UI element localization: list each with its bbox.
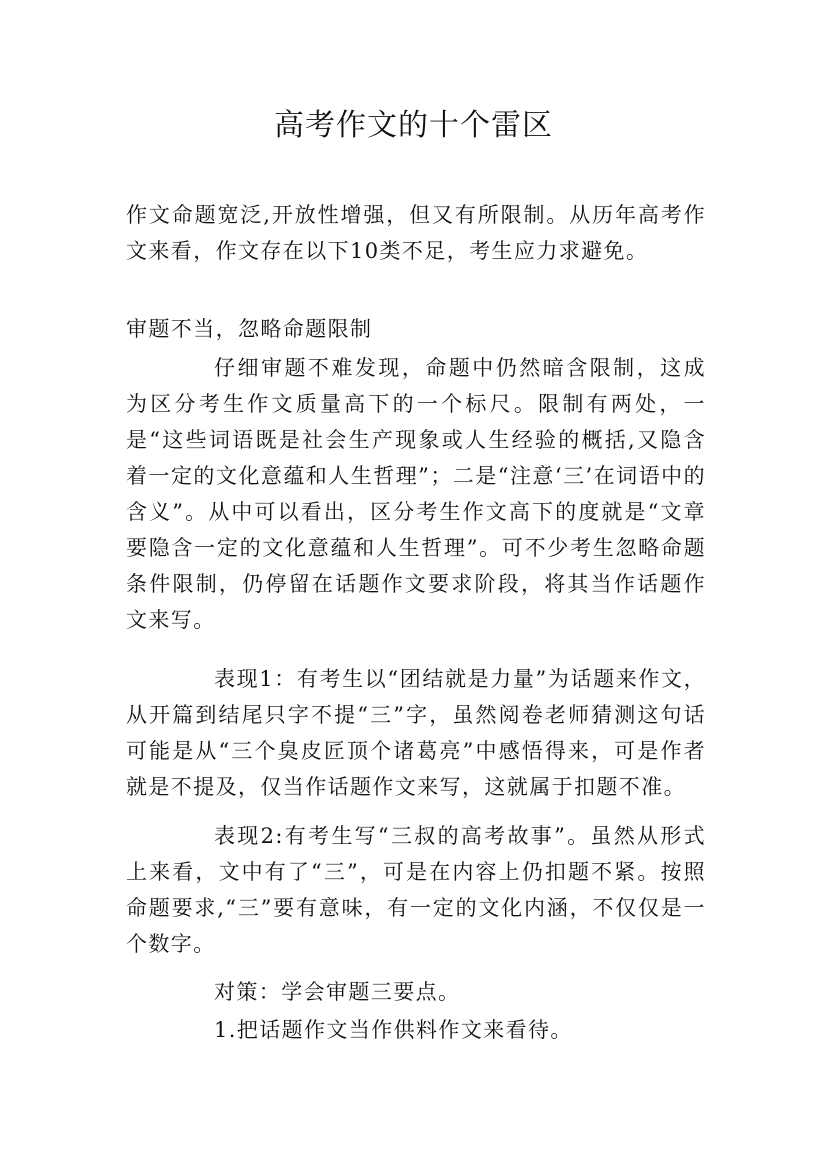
body-paragraph: 表现2:有考生写“三叔的高考故事”。虽然从形式上来看，文中有了“三”，可是在内容上仍扣题不紧。按照命题要求,“三”要有意味，有一定的文化内涵，不仅仅是一个数字。 (126, 824, 706, 956)
body-paragraph: 表现1：有考生以“团结就是力量”为话题来作文，从开篇到结尾只字不提“三”字，虽然阅卷老师猜测这句话可能是从“三个臭皮匠顶个诸葛亮”中感悟得来，可是作者就是不提及，仅当作话题作文来写，这就属于扣题不准。 (126, 667, 706, 799)
body-paragraph: 仔细审题不难发现，命题中仍然暗含限制，这成为区分考生作文质量高下的一个标尺。限制有两处，一是“这些词语既是社会生产现象或人生经验的概括,又隐含着一定的文化意蕴和人生哲理”；二是“注意‘三’在词语中的含义”。从中可以看出，区分考生作文高下的度就是“文章要隐含一定的文化意蕴和人生哲理”。可不少考生忽略命题条件限制，仍停留在话题作文要求阶段，将其当作话题作文来写。 (126, 356, 706, 632)
body-paragraph: 对策：学会审题三要点。 (214, 980, 461, 1004)
section-heading: 审题不当，忽略命题限制 (126, 317, 373, 341)
intro-paragraph: 作文命题宽泛,开放性增强，但又有所限制。从历年高考作文来看，作文存在以下10类不足，考生应力求避免。 (126, 203, 706, 263)
body-paragraph: 1.把话题作文当作供料作文来看待。 (214, 1018, 573, 1042)
document-title: 高考作文的十个雷区 (274, 108, 553, 143)
